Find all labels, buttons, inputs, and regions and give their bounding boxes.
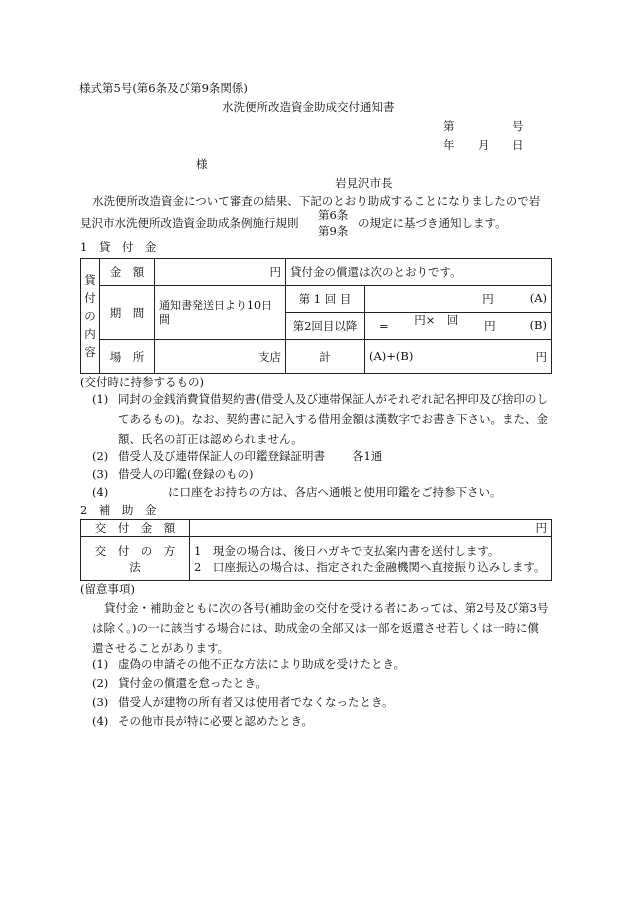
bring-item4-text: に口座をお持ちの方は、各店へ通帳と使用印鑑をご持参下さい。	[168, 485, 502, 499]
period-value: 通知書発送日より10日間	[155, 286, 286, 340]
second-installment-value[interactable]	[365, 313, 552, 340]
second-times: 円× 回	[414, 313, 459, 327]
second-mark: (B)	[529, 318, 547, 332]
repay-header: 貸付金の償還は次のとおりです。	[286, 259, 552, 286]
second-unit: 円	[484, 319, 496, 333]
period-label: 期 間	[100, 286, 155, 340]
loan-table	[80, 258, 552, 374]
amount-label: 金 額	[100, 259, 155, 286]
note-item2-text: 貸付金の償還を怠ったとき。	[118, 676, 268, 690]
total-label: 計	[286, 340, 365, 374]
bring-item3-number: (3)	[92, 467, 109, 481]
notes-body: 貸付金・補助金ともに次の各号(補助金の交付を受ける者にあっては、第2号及び第3号は除く。)の一に該当する場合には、助成金の全部又は一部を返還させ若しくは一時に償還させることがあります。	[92, 601, 549, 655]
total-unit: 円	[535, 349, 547, 364]
subsidy-method-label: 交 付 の 方 法	[81, 537, 190, 581]
note-item3-number: (3)	[92, 695, 109, 709]
bring-item2-number: (2)	[92, 449, 109, 463]
first-mark: (A)	[529, 291, 547, 305]
number-label: 第	[443, 119, 455, 133]
intro-line2-prefix: 見沢市水洗便所改造資金助成条例施行規則	[80, 216, 299, 230]
month-label: 月	[478, 138, 490, 152]
bring-item4-number: (4)	[92, 485, 109, 499]
day-label: 日	[512, 138, 524, 152]
issuer: 岩見沢市長	[335, 176, 393, 190]
second-installment-label: 第2回目以降	[286, 313, 365, 340]
bring-item3-text: 借受人の印鑑(登録のもの)	[118, 467, 254, 481]
method-cash: 1 現金の場合は、後日ハガキで支払案内書を送付します。	[194, 543, 500, 558]
place-label: 場 所	[100, 340, 155, 374]
subsidy-method-value	[190, 537, 552, 581]
place-value[interactable]: 支店	[155, 340, 286, 374]
bring-item2-text: 借受人及び連帯保証人の印鑑登録証明書	[118, 449, 325, 463]
subsidy-amount-value[interactable]: 円	[190, 520, 552, 537]
article-6: 第6条	[318, 208, 349, 222]
article-9: 第9条	[318, 224, 349, 238]
number-suffix: 号	[512, 119, 524, 133]
bring-item1-text: 同封の金銭消費貸借契約書(借受人及び連帯保証人がそれぞれ記名押印及び捨印のしてあるもの)。なお、契約書に記入する借用金額は漢数字でお書き下さい。また、金額、氏名の訂正は認められません。	[118, 392, 548, 446]
note-item2-number: (2)	[92, 676, 109, 690]
amount-value[interactable]: 円	[155, 259, 286, 286]
bring-heading: (交付時に持参するもの)	[80, 375, 204, 389]
notes-heading: (留意事項)	[80, 582, 135, 596]
total-value[interactable]	[365, 340, 552, 374]
first-unit: 円	[482, 292, 494, 306]
intro-line1: 水洗便所改造資金について審査の結果、下記のとおり助成することになりましたので岩	[92, 194, 541, 208]
first-installment-label: 第 1 回 目	[286, 286, 365, 313]
addressee-honorific: 様	[196, 157, 208, 171]
note-item4-text: その他市長が特に必要と認めたとき。	[118, 714, 314, 728]
note-item3-text: 借受人が建物の所有者又は使用者でなくなったとき。	[118, 695, 394, 709]
second-eq: =	[379, 319, 389, 333]
section2-heading: 2 補 助 金	[80, 503, 157, 517]
method-transfer: 2 口座振込の場合は、指定された金融機関へ直接振り込みします。	[194, 559, 546, 574]
form-number: 様式第5号(第6条及び第9条関係)	[79, 81, 248, 95]
document-title: 水洗便所改造資金助成交付通知書	[222, 100, 395, 114]
note-item1-text: 虚偽の申請その他不正な方法により助成を受けたとき。	[118, 657, 406, 671]
note-item1-number: (1)	[92, 657, 109, 671]
subsidy-amount-label: 交 付 金 額	[81, 520, 190, 537]
first-installment-value[interactable]	[365, 286, 552, 313]
bring-item1-number: (1)	[92, 392, 109, 406]
year-label: 年	[443, 138, 455, 152]
section1-heading: 1 貸 付 金	[80, 240, 157, 254]
loan-content-label: 貸 付 の 内 容	[81, 259, 100, 374]
bring-item2-count: 各1通	[352, 449, 383, 463]
note-item4-number: (4)	[92, 714, 109, 728]
subsidy-table	[80, 519, 552, 581]
intro-line2-suffix: の規定に基づき通知します。	[358, 216, 507, 230]
total-formula: (A)+(B)	[369, 348, 414, 363]
